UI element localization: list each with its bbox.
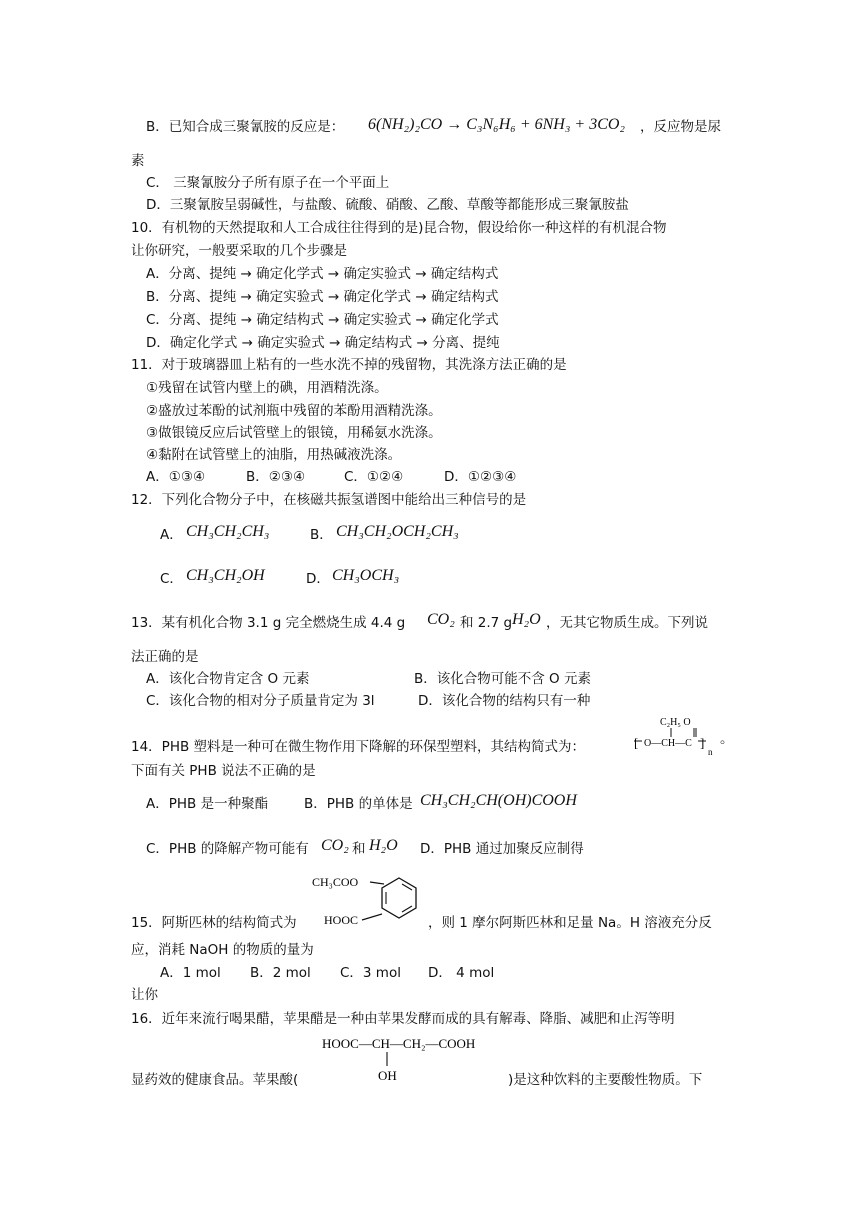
q9-option-b-continued: 素 bbox=[131, 153, 145, 169]
q10-option-c: C．分离、提纯 → 确定结构式 → 确定实验式 → 确定化学式 bbox=[146, 312, 499, 328]
q14-c-co2: CO₂ bbox=[321, 837, 349, 854]
q16-stem-line1: 16．近年来流行喝果醋，苹果醋是一种由苹果发酵而成的具有解毒、降脂、减肥和止泻等明 bbox=[131, 1011, 675, 1027]
q11-item-1: ①残留在试管内壁上的碘，用酒精洗涤。 bbox=[146, 380, 388, 396]
aspirin-structure-diagram bbox=[310, 870, 426, 942]
q15-option-d: D． 4 mol bbox=[428, 965, 495, 981]
phb-bracket-right: ] bbox=[700, 735, 705, 750]
q13-stem-line2: 法正确的是 bbox=[131, 649, 199, 665]
q11-stem: 11．对于玻璃器皿上粘有的一些水洗不掉的残留物，其洗涤方法正确的是 bbox=[131, 357, 567, 373]
malic-acid-oh: OH bbox=[378, 1068, 397, 1083]
q11-item-3: ③做银镜反应后试管壁上的银镜，用稀氨水洗涤。 bbox=[146, 425, 442, 441]
q11-option-b: B．②③④ bbox=[246, 469, 306, 485]
q13-option-b: B．该化合物可能不含 O 元素 bbox=[414, 671, 591, 687]
q12-option-c-formula: CH₃CH₂OH bbox=[186, 567, 265, 584]
q9-reaction-equation: 6(NH₂)₂CO → C₃N₆H₆ + 6NH₃ + 3CO₂ bbox=[368, 116, 625, 133]
q14-option-a: A．PHB 是一种聚酯 bbox=[146, 796, 269, 812]
q9-option-b-tail: ，反应物是尿 bbox=[640, 119, 721, 135]
q12-option-b-label: B． bbox=[310, 527, 333, 543]
phb-substituent-label: C₂H₅ O bbox=[660, 717, 691, 728]
q11-option-d: D．①②③④ bbox=[444, 469, 517, 485]
q10-option-d: D．确定化学式 → 确定实验式 → 确定结构式 → 分离、提纯 bbox=[146, 335, 500, 351]
aspirin-bond-bottom bbox=[362, 914, 382, 920]
q14-period: 。 bbox=[720, 731, 734, 747]
q13-option-d: D．该化合物的结构只有一种 bbox=[418, 693, 591, 709]
phb-repeat-n: n bbox=[708, 747, 713, 757]
q11-option-c: C．①②④ bbox=[344, 469, 404, 485]
q14-c-h2o: H₂O bbox=[369, 837, 398, 854]
q11-item-4: ④黏附在试管壁上的油脂，用热碱液洗涤。 bbox=[146, 447, 402, 463]
q12-option-d-label: D． bbox=[306, 571, 330, 587]
aspirin-carboxyl-label: HOOC bbox=[324, 913, 359, 927]
q12-option-a-label: A． bbox=[160, 527, 183, 543]
q10-stem-line1: 10．有机物的天然提取和人工合成往往得到的是)昆合物，假设给你一种这样的有机混合物 bbox=[131, 220, 667, 236]
aspirin-bond-top bbox=[370, 882, 384, 884]
benzene-ring bbox=[382, 878, 416, 918]
q16-stem-line2-a: 显药效的健康食品。苹果酸( bbox=[131, 1072, 299, 1088]
q10-option-a: A．分离、提纯 → 确定化学式 → 确定实验式 → 确定结构式 bbox=[146, 266, 499, 282]
q15-stem-b: ，则 1 摩尔阿斯匹林和足量 Na。H 溶液充分反 bbox=[428, 915, 712, 931]
q14-c-and: 和 bbox=[352, 841, 366, 857]
q13-stem-a: 13．某有机化合物 3.1 g 完全燃烧生成 4.4 g bbox=[131, 615, 406, 631]
q15-stray-text: 让你 bbox=[131, 987, 158, 1003]
malic-acid-structure-diagram bbox=[318, 1032, 518, 1086]
q15-stem-a: 15．阿斯匹林的结构简式为 bbox=[131, 915, 297, 931]
q14-stem-line1: 14．PHB 塑料是一种可在微生物作用下降解的环保型塑料，其结构简式为： bbox=[131, 739, 586, 755]
q13-stem-b: 和 2.7 g bbox=[460, 615, 513, 631]
q13-stem-c: ，无其它物质生成。下列说 bbox=[546, 615, 708, 631]
q15-stem-line2: 应，消耗 NaOH 的物质的量为 bbox=[131, 942, 314, 958]
q12-option-d-formula: CH₃OCH₃ bbox=[332, 567, 400, 584]
q14-option-b-label: B．PHB 的单体是 bbox=[304, 796, 413, 812]
q14-stem-line2: 下面有关 PHB 说法不正确的是 bbox=[131, 763, 316, 779]
phb-structure-diagram bbox=[630, 713, 716, 767]
q9-option-c: C． 三聚氰胺分子所有原子在一个平面上 bbox=[146, 175, 390, 191]
q13-option-a: A．该化合物肯定含 O 元素 bbox=[146, 671, 310, 687]
q11-item-2: ②盛放过苯酚的试剂瓶中残留的苯酚用酒精洗涤。 bbox=[146, 403, 442, 419]
q9-option-b-label: B．已知合成三聚氰胺的反应是： bbox=[146, 119, 345, 135]
phb-bracket-left: [ bbox=[634, 735, 639, 750]
malic-acid-chain: HOOC—CH—CH₂—COOH bbox=[322, 1036, 476, 1051]
q10-stem-line2: 让你研究，一般要采取的几个步骤是 bbox=[131, 243, 347, 259]
q14-option-c-label: C．PHB 的降解产物可能有 bbox=[146, 841, 309, 857]
q12-stem: 12．下列化合物分子中，在核磁共振氢谱图中能给出三种信号的是 bbox=[131, 492, 527, 508]
phb-backbone: O—CH—C bbox=[644, 738, 692, 749]
q9-option-d: D．三聚氰胺呈弱碱性，与盐酸、硫酸、硝酸、乙酸、草酸等都能形成三聚氰胺盐 bbox=[146, 197, 629, 213]
q13-co2: CO₂ bbox=[427, 611, 455, 628]
q14-monomer-formula: CH₃CH₂CH(OH)COOH bbox=[420, 792, 577, 809]
q13-option-c: C．该化合物的相对分子质量肯定为 3l bbox=[146, 693, 375, 709]
q12-option-b-formula: CH₃CH₂OCH₂CH₃ bbox=[336, 523, 459, 540]
q12-option-a-formula: CH₃CH₂CH₃ bbox=[186, 523, 270, 540]
q15-option-c: C．3 mol bbox=[340, 965, 401, 981]
aspirin-acetoxy-label: CH₃COO bbox=[312, 875, 359, 889]
q15-option-a: A．1 mol bbox=[160, 965, 221, 981]
q11-option-a: A．①③④ bbox=[146, 469, 206, 485]
q16-stem-line2-b: )是这种饮料的主要酸性物质。下 bbox=[508, 1072, 703, 1088]
q12-option-c-label: C． bbox=[160, 571, 183, 587]
q10-option-b: B．分离、提纯 → 确定实验式 → 确定化学式 → 确定结构式 bbox=[146, 289, 499, 305]
q13-h2o: H₂O bbox=[512, 611, 541, 628]
q14-option-d: D．PHB 通过加聚反应制得 bbox=[420, 841, 584, 857]
q15-option-b: B．2 mol bbox=[250, 965, 311, 981]
